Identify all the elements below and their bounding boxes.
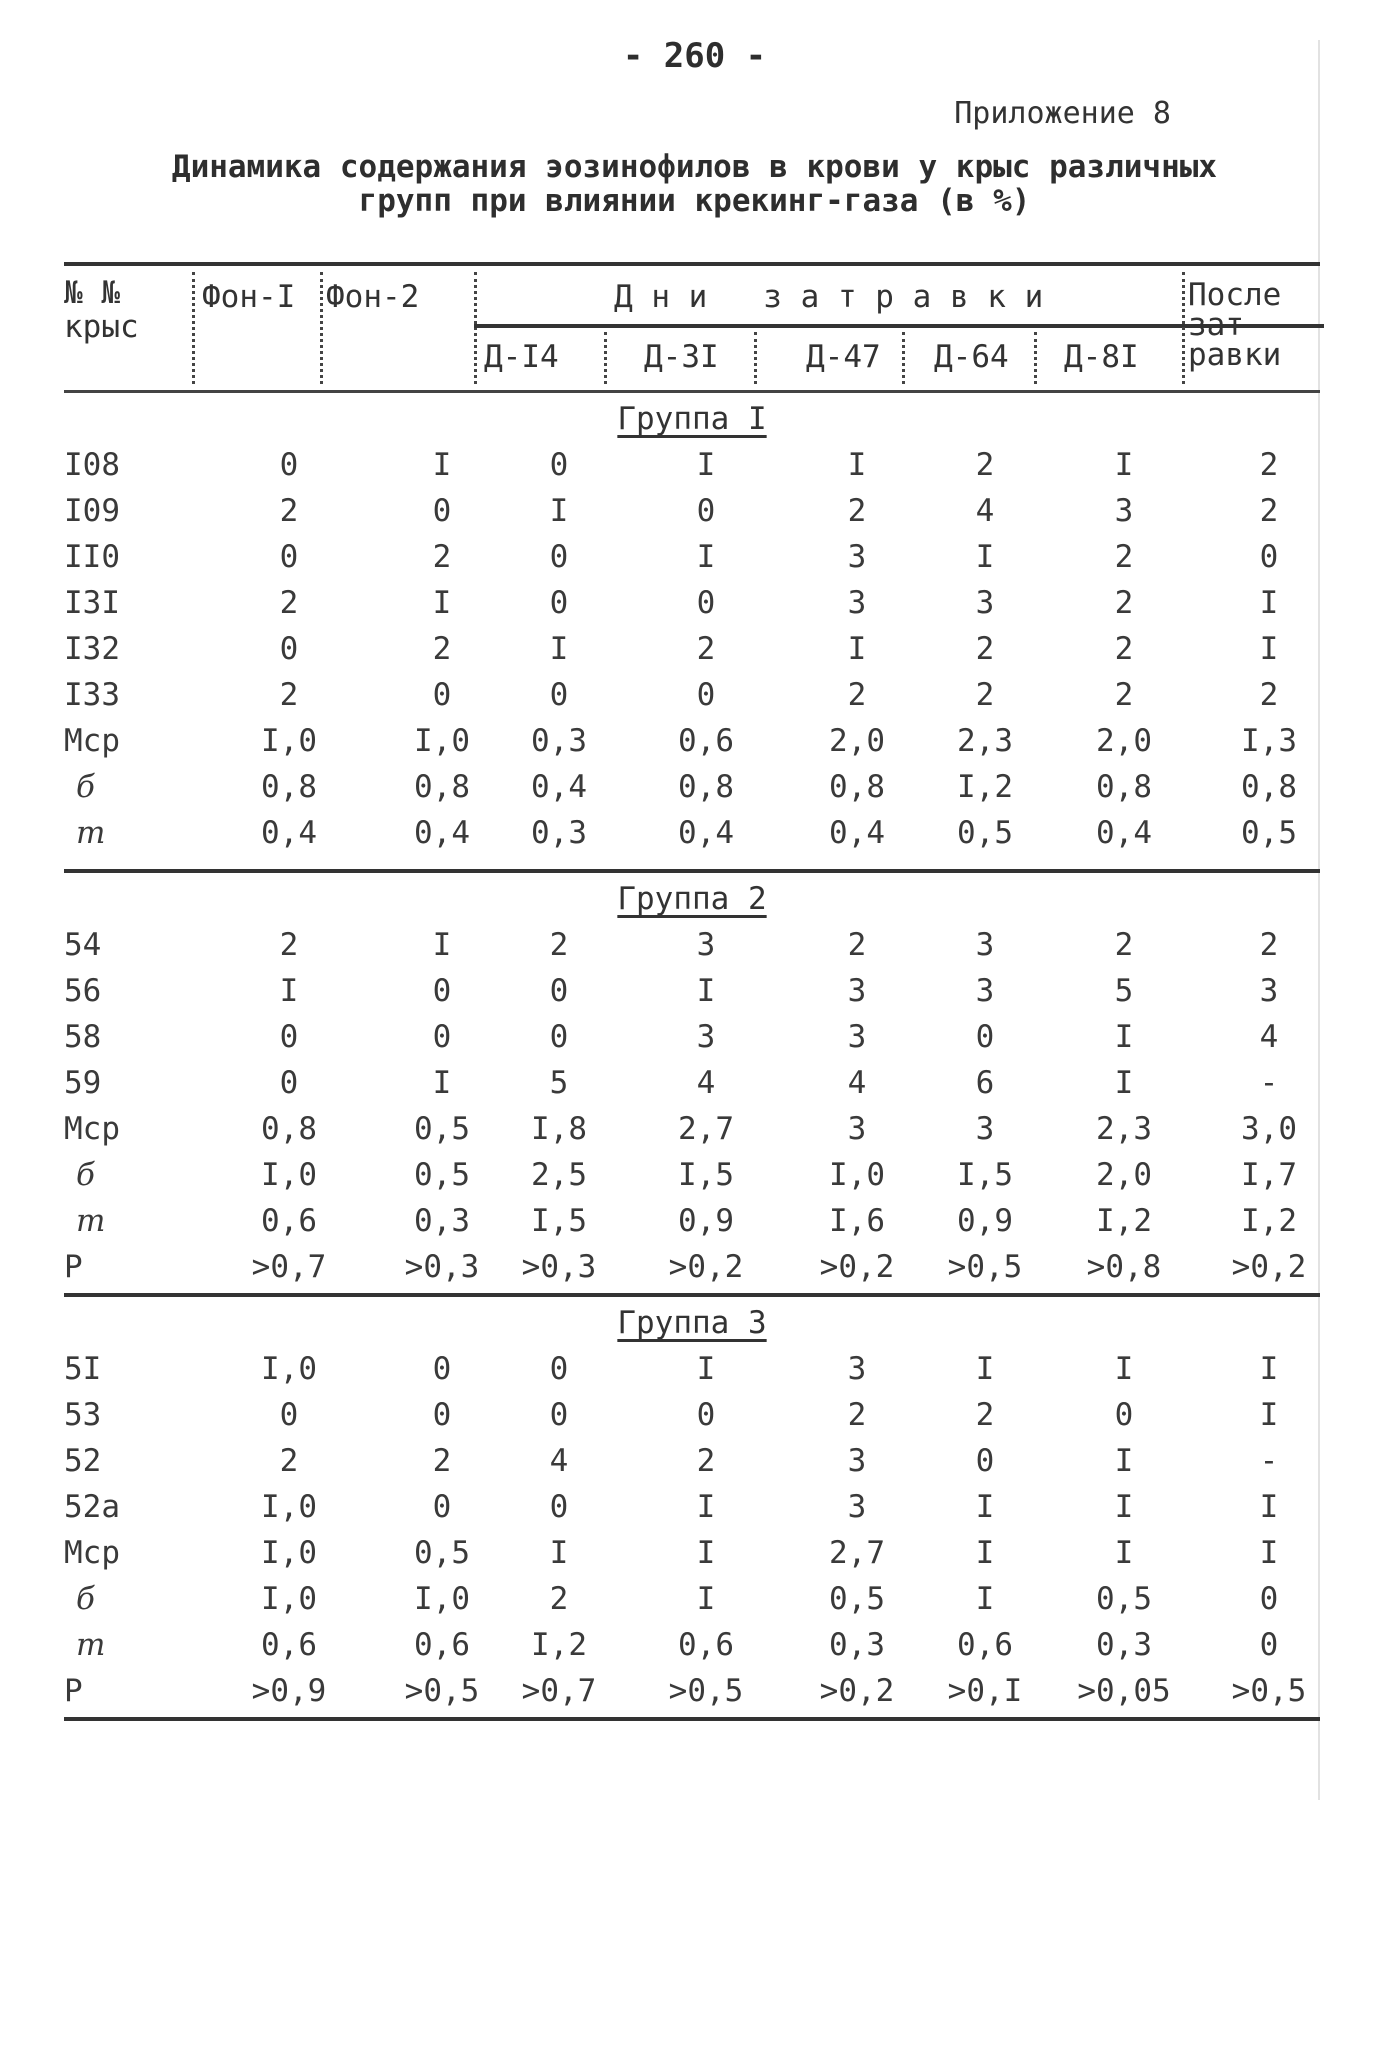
cell-d31: I	[696, 973, 716, 1009]
header-separator	[902, 332, 905, 384]
table-row	[64, 717, 1320, 763]
cell-after-exposure: >0,5	[1231, 1673, 1307, 1709]
cell-d81: 3	[1114, 493, 1134, 529]
cell-after-exposure: 2	[1259, 927, 1279, 963]
cell-d47: I,0	[829, 1157, 885, 1193]
cell-d64: 3	[975, 927, 995, 963]
header-d31: Д-3I	[644, 339, 719, 375]
cell-fon1: 0,6	[261, 1203, 317, 1239]
cell-fon2: 0,8	[414, 769, 470, 805]
cell-d47: 2,0	[829, 723, 885, 759]
table-row	[64, 1243, 1320, 1289]
table-row	[64, 809, 1320, 855]
cell-fon1: 0	[279, 447, 299, 483]
table-row	[64, 1151, 1320, 1197]
table-row	[64, 625, 1320, 671]
cell-d64: 2,3	[957, 723, 1013, 759]
cell-d31: 2	[696, 1443, 716, 1479]
cell-fon1: I,0	[261, 1157, 317, 1193]
cell-fon1: 0	[279, 1019, 299, 1055]
cell-fon1: 2	[279, 493, 299, 529]
cell-d14: 0	[549, 1397, 569, 1433]
cell-d31: 4	[696, 1065, 716, 1101]
cell-fon2: 0,4	[414, 815, 470, 851]
cell-d81: >0,05	[1077, 1673, 1171, 1709]
cell-rat-id: II0	[64, 539, 120, 575]
cell-d14: >0,7	[521, 1673, 597, 1709]
cell-d64: I	[975, 1489, 995, 1525]
cell-d14: I	[549, 631, 569, 667]
cell-fon2: I	[432, 1065, 452, 1101]
header-days-group: Д н и з а т р а в к и	[614, 279, 1044, 315]
cell-rat-id: 56	[64, 973, 102, 1009]
cell-after-exposure: I	[1259, 631, 1279, 667]
cell-fon2: 0,5	[414, 1535, 470, 1571]
cell-d47: >0,2	[819, 1249, 895, 1285]
cell-fon1: I,0	[261, 1581, 317, 1617]
cell-fon2: >0,3	[404, 1249, 480, 1285]
table-header	[64, 266, 1320, 390]
cell-d31: I	[696, 539, 716, 575]
cell-d47: 2	[847, 677, 867, 713]
cell-fon1: 2	[279, 927, 299, 963]
cell-d81: I	[1114, 1443, 1134, 1479]
cell-rat-id: 5I	[64, 1351, 102, 1387]
cell-d14: 0	[549, 1489, 569, 1525]
cell-rat-id: m	[76, 1203, 106, 1239]
cell-after-exposure: I	[1259, 1351, 1279, 1387]
cell-d47: 2	[847, 1397, 867, 1433]
group-3-rows	[64, 1345, 1320, 1713]
eosinophil-table	[64, 262, 1320, 1721]
cell-d47: 0,3	[829, 1627, 885, 1663]
cell-d47: 0,4	[829, 815, 885, 851]
cell-d47: 2	[847, 927, 867, 963]
cell-d14: 0,4	[531, 769, 587, 805]
cell-rat-id: Мср	[64, 1535, 120, 1571]
cell-d14: I	[549, 493, 569, 529]
cell-rat-id: I32	[64, 631, 120, 667]
cell-d31: 0,6	[678, 723, 734, 759]
cell-rat-id: m	[76, 815, 106, 851]
cell-fon2: 0	[432, 1019, 452, 1055]
cell-after-exposure: 2	[1259, 447, 1279, 483]
cell-after-exposure: I,7	[1241, 1157, 1297, 1193]
cell-after-exposure: 2	[1259, 493, 1279, 529]
cell-d64: 3	[975, 585, 995, 621]
header-d47: Д-47	[806, 339, 881, 375]
cell-d31: 0,6	[678, 1627, 734, 1663]
cell-d81: 0,8	[1096, 769, 1152, 805]
cell-d64: 0,5	[957, 815, 1013, 851]
table-row	[64, 967, 1320, 1013]
cell-d14: 0	[549, 1351, 569, 1387]
cell-d81: 0	[1114, 1397, 1134, 1433]
cell-rat-id: б	[76, 1581, 95, 1617]
cell-rat-id: Мср	[64, 1111, 120, 1147]
cell-fon2: 0	[432, 677, 452, 713]
cell-d64: I	[975, 1351, 995, 1387]
cell-d47: I	[847, 631, 867, 667]
cell-d47: 2	[847, 493, 867, 529]
cell-d64: 3	[975, 1111, 995, 1147]
cell-d47: 3	[847, 539, 867, 575]
cell-fon2: 2	[432, 1443, 452, 1479]
header-separator	[604, 332, 607, 384]
cell-d14: 0	[549, 585, 569, 621]
cell-d64: 0,9	[957, 1203, 1013, 1239]
cell-d14: 2,5	[531, 1157, 587, 1193]
cell-after-exposure: 0	[1259, 1581, 1279, 1617]
cell-d31: 0,9	[678, 1203, 734, 1239]
cell-d64: I,5	[957, 1157, 1013, 1193]
cell-d31: >0,5	[668, 1673, 744, 1709]
cell-after-exposure: I	[1259, 1535, 1279, 1571]
cell-d64: 3	[975, 973, 995, 1009]
cell-d81: 2	[1114, 585, 1134, 621]
cell-rat-id: 52а	[64, 1489, 120, 1525]
table-row	[64, 1345, 1320, 1391]
cell-fon2: I,0	[414, 723, 470, 759]
table-row	[64, 763, 1320, 809]
cell-d47: I	[847, 447, 867, 483]
header-fon2: Фон-2	[326, 279, 420, 315]
table-row	[64, 921, 1320, 967]
cell-after-exposure: I,2	[1241, 1203, 1297, 1239]
cell-fon1: 0,4	[261, 815, 317, 851]
cell-d14: I,2	[531, 1627, 587, 1663]
cell-fon2: I	[432, 585, 452, 621]
cell-rat-id: I08	[64, 447, 120, 483]
cell-d47: >0,2	[819, 1673, 895, 1709]
cell-d81: 5	[1114, 973, 1134, 1009]
cell-d14: 0	[549, 973, 569, 1009]
cell-d47: 3	[847, 1443, 867, 1479]
cell-d81: I,2	[1096, 1203, 1152, 1239]
cell-d14: I,5	[531, 1203, 587, 1239]
cell-d64: 2	[975, 677, 995, 713]
table-row	[64, 1013, 1320, 1059]
cell-d81: I	[1114, 1535, 1134, 1571]
cell-after-exposure: I	[1259, 585, 1279, 621]
cell-d31: 0	[696, 1397, 716, 1433]
cell-d64: 0	[975, 1019, 995, 1055]
cell-fon2: 0	[432, 1397, 452, 1433]
cell-d31: 0	[696, 677, 716, 713]
document-title	[0, 150, 1389, 218]
header-d14: Д-I4	[484, 339, 559, 375]
cell-d14: 0	[549, 447, 569, 483]
cell-d64: 0	[975, 1443, 995, 1479]
cell-d31: I	[696, 447, 716, 483]
cell-d31: 3	[696, 927, 716, 963]
cell-d47: 0,8	[829, 769, 885, 805]
cell-d81: 2	[1114, 539, 1134, 575]
group-1-rows	[64, 441, 1320, 855]
cell-fon2: 0,5	[414, 1111, 470, 1147]
cell-after-exposure: 0	[1259, 539, 1279, 575]
cell-fon1: I,0	[261, 1351, 317, 1387]
header-separator	[1182, 272, 1185, 384]
cell-fon2: 0	[432, 1489, 452, 1525]
table-row	[64, 1059, 1320, 1105]
cell-rat-id: P	[64, 1249, 83, 1285]
cell-fon1: I,0	[261, 1489, 317, 1525]
cell-after-exposure: -	[1259, 1443, 1279, 1479]
cell-d64: I,2	[957, 769, 1013, 805]
table-bottom-rule	[64, 1717, 1320, 1721]
cell-d31: 0,8	[678, 769, 734, 805]
table-row	[64, 671, 1320, 717]
cell-d81: I	[1114, 447, 1134, 483]
table-row	[64, 487, 1320, 533]
cell-fon1: I	[279, 973, 299, 1009]
title-line-1: Динамика содержания эозинофилов в крови у крыс различных	[171, 149, 1218, 185]
cell-d81: I	[1114, 1489, 1134, 1525]
cell-rat-id: 59	[64, 1065, 102, 1101]
cell-rat-id: 52	[64, 1443, 102, 1479]
cell-d81: I	[1114, 1351, 1134, 1387]
cell-d31: 2,7	[678, 1111, 734, 1147]
cell-d14: 5	[549, 1065, 569, 1101]
cell-d81: 2,0	[1096, 1157, 1152, 1193]
cell-after-exposure: 3,0	[1241, 1111, 1297, 1147]
table-row	[64, 1483, 1320, 1529]
cell-d47: 3	[847, 1489, 867, 1525]
cell-d14: >0,3	[521, 1249, 597, 1285]
cell-d64: I	[975, 539, 995, 575]
cell-d64: >0,5	[947, 1249, 1023, 1285]
cell-fon2: 0,6	[414, 1627, 470, 1663]
cell-rat-id: 58	[64, 1019, 102, 1055]
cell-d81: I	[1114, 1019, 1134, 1055]
cell-fon2: 0,5	[414, 1157, 470, 1193]
cell-fon1: >0,7	[251, 1249, 327, 1285]
table-row	[64, 1667, 1320, 1713]
cell-d81: 0,4	[1096, 815, 1152, 851]
cell-d81: 0,3	[1096, 1627, 1152, 1663]
cell-fon1: 2	[279, 1443, 299, 1479]
cell-fon2: 0	[432, 973, 452, 1009]
cell-fon1: 0	[279, 1397, 299, 1433]
cell-fon1: 0	[279, 631, 299, 667]
cell-d14: 0,3	[531, 723, 587, 759]
cell-d64: 2	[975, 447, 995, 483]
cell-d47: I,6	[829, 1203, 885, 1239]
cell-d47: 2,7	[829, 1535, 885, 1571]
cell-after-exposure: >0,2	[1231, 1249, 1307, 1285]
cell-rat-id: I3I	[64, 585, 120, 621]
cell-d81: 2	[1114, 631, 1134, 667]
cell-after-exposure: 3	[1259, 973, 1279, 1009]
cell-d14: 4	[549, 1443, 569, 1479]
cell-d47: 0,5	[829, 1581, 885, 1617]
cell-d64: 0,6	[957, 1627, 1013, 1663]
table-row	[64, 1621, 1320, 1667]
cell-after-exposure: I,3	[1241, 723, 1297, 759]
cell-after-exposure: -	[1259, 1065, 1279, 1101]
cell-d81: 2	[1114, 677, 1134, 713]
cell-d31: 0	[696, 585, 716, 621]
cell-fon1: >0,9	[251, 1673, 327, 1709]
cell-fon2: 0	[432, 1351, 452, 1387]
cell-fon1: 2	[279, 677, 299, 713]
cell-d31: I	[696, 1351, 716, 1387]
cell-d47: 3	[847, 1019, 867, 1055]
cell-fon2: I	[432, 447, 452, 483]
cell-fon2: I	[432, 927, 452, 963]
cell-fon2: >0,5	[404, 1673, 480, 1709]
title-line-2: групп при влиянии крекинг-газа (в %)	[358, 183, 1031, 219]
cell-d31: 0	[696, 493, 716, 529]
table-row	[64, 1575, 1320, 1621]
cell-after-exposure: I	[1259, 1489, 1279, 1525]
cell-fon2: 0,3	[414, 1203, 470, 1239]
cell-d47: 3	[847, 1351, 867, 1387]
table-row	[64, 1105, 1320, 1151]
table-row	[64, 579, 1320, 625]
header-d64: Д-64	[934, 339, 1009, 375]
cell-d47: 4	[847, 1065, 867, 1101]
cell-after-exposure: I	[1259, 1397, 1279, 1433]
cell-d81: 2	[1114, 927, 1134, 963]
cell-rat-id: б	[76, 769, 95, 805]
cell-fon1: I,0	[261, 723, 317, 759]
cell-d31: I,5	[678, 1157, 734, 1193]
cell-rat-id: Мср	[64, 723, 120, 759]
cell-after-exposure: 4	[1259, 1019, 1279, 1055]
cell-d14: 2	[549, 1581, 569, 1617]
cell-rat-id: 53	[64, 1397, 102, 1433]
cell-d14: 0	[549, 677, 569, 713]
header-after-exposure: После зат- равки	[1188, 277, 1282, 373]
cell-rat-id: P	[64, 1673, 83, 1709]
cell-fon1: 0,8	[261, 769, 317, 805]
cell-d47: 3	[847, 585, 867, 621]
cell-fon1: I,0	[261, 1535, 317, 1571]
cell-after-exposure: 0	[1259, 1627, 1279, 1663]
table-row	[64, 1437, 1320, 1483]
header-separator	[474, 272, 477, 384]
cell-d14: 0,3	[531, 815, 587, 851]
header-rat-no: № № крыс	[64, 275, 139, 345]
header-separator	[192, 272, 195, 384]
header-d81: Д-8I	[1064, 339, 1139, 375]
cell-d64: 2	[975, 1397, 995, 1433]
cell-after-exposure: 0,8	[1241, 769, 1297, 805]
cell-d31: I	[696, 1581, 716, 1617]
cell-d31: I	[696, 1535, 716, 1571]
cell-fon1: 0	[279, 1065, 299, 1101]
cell-fon1: 0,6	[261, 1627, 317, 1663]
cell-d31: 2	[696, 631, 716, 667]
cell-d81: 2,3	[1096, 1111, 1152, 1147]
cell-d47: 3	[847, 1111, 867, 1147]
cell-d64: 6	[975, 1065, 995, 1101]
cell-d14: 2	[549, 927, 569, 963]
table-row	[64, 1391, 1320, 1437]
page-number: - 260 -	[622, 36, 767, 76]
cell-d14: I,8	[531, 1111, 587, 1147]
cell-fon2: I,0	[414, 1581, 470, 1617]
cell-d81: >0,8	[1086, 1249, 1162, 1285]
group-2-rows	[64, 921, 1320, 1289]
cell-after-exposure: 2	[1259, 677, 1279, 713]
cell-fon1: 0	[279, 539, 299, 575]
table-row	[64, 441, 1320, 487]
group-1-title: Группа I	[617, 401, 767, 437]
cell-rat-id: 54	[64, 927, 102, 963]
cell-d47: 3	[847, 973, 867, 1009]
cell-d64: >0,I	[947, 1673, 1023, 1709]
group-3-title: Группа 3	[617, 1305, 767, 1341]
cell-rat-id: I33	[64, 677, 120, 713]
cell-d31: >0,2	[668, 1249, 744, 1285]
cell-d14: 0	[549, 1019, 569, 1055]
appendix-label: Приложение 8	[954, 96, 1171, 131]
cell-fon2: 0	[432, 493, 452, 529]
header-separator	[754, 332, 757, 384]
table-row	[64, 1529, 1320, 1575]
cell-d81: I	[1114, 1065, 1134, 1101]
cell-d64: I	[975, 1535, 995, 1571]
cell-d81: 0,5	[1096, 1581, 1152, 1617]
header-separator	[1034, 332, 1037, 384]
cell-fon1: 0,8	[261, 1111, 317, 1147]
cell-d81: 2,0	[1096, 723, 1152, 759]
table-row	[64, 533, 1320, 579]
header-separator	[320, 272, 323, 384]
cell-fon2: 2	[432, 631, 452, 667]
cell-rat-id: б	[76, 1157, 95, 1193]
cell-d31: 3	[696, 1019, 716, 1055]
cell-d64: I	[975, 1581, 995, 1617]
cell-rat-id: I09	[64, 493, 120, 529]
cell-rat-id: m	[76, 1627, 106, 1663]
cell-fon2: 2	[432, 539, 452, 575]
table-row	[64, 1197, 1320, 1243]
cell-d64: 4	[975, 493, 995, 529]
cell-fon1: 2	[279, 585, 299, 621]
cell-d31: I	[696, 1489, 716, 1525]
cell-after-exposure: 0,5	[1241, 815, 1297, 851]
cell-d14: 0	[549, 539, 569, 575]
header-fon1: Фон-I	[202, 279, 296, 315]
cell-d31: 0,4	[678, 815, 734, 851]
group-2-title: Группа 2	[617, 881, 767, 917]
cell-d64: 2	[975, 631, 995, 667]
cell-d14: I	[549, 1535, 569, 1571]
